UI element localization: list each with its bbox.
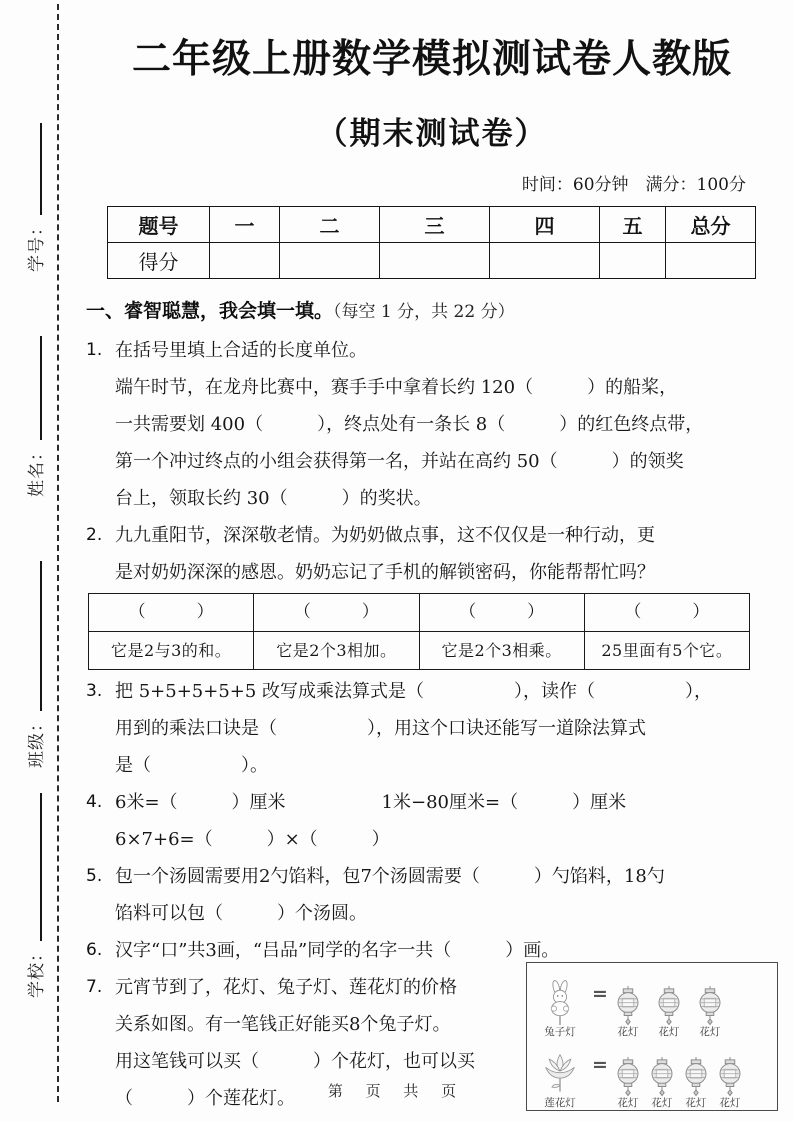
question-7-line: （ ）个莲花灯。 — [115, 1088, 295, 1109]
flower-lantern-icon — [614, 986, 642, 1026]
question-1-number: 1. — [86, 340, 103, 360]
question-1-line: 一共需要划 400（ ），终点处有一条长 8（ ）的红色终点带， — [115, 414, 704, 435]
question-4 — [86, 784, 778, 858]
score-header-cell: 四 — [490, 207, 600, 243]
question-4-part: 1米−80厘米=（ ）厘米 — [381, 792, 627, 813]
password-clue-table — [88, 593, 750, 670]
question-5-line: 包一个汤圆需要用2勺馅料，包7个汤圆需要（ ）勺馅料，18勺 — [115, 866, 665, 887]
score-empty-cell — [666, 243, 756, 279]
score-header-cell: 一 — [210, 207, 280, 243]
flower-lantern-item — [614, 986, 642, 1038]
school-blank-line — [27, 793, 42, 941]
question-7-line: 元宵节到了，花灯、兔子灯、莲花灯的价格 — [115, 977, 457, 998]
score-empty-cell — [600, 243, 666, 279]
lotus-lantern-label: 莲花灯 — [544, 1096, 576, 1109]
password-blank-row — [89, 594, 750, 632]
question-1-line: 台上，领取长约 30（ ）的奖状。 — [115, 488, 432, 509]
password-blank-cell: （ ） — [419, 594, 584, 632]
question-1-line: 端午时节，在龙舟比赛中，赛手手中拿着长约 120（ ）的船桨， — [115, 377, 678, 398]
score-table-score-row — [108, 243, 756, 279]
flower-lantern-item — [696, 986, 724, 1038]
question-7-line: 用这笔钱可以买（ ）个花灯，也可以买 — [115, 1051, 475, 1072]
question-4-line — [115, 784, 778, 821]
question-4-line: 6×7+6=（ ）×（ ） — [115, 829, 390, 850]
page-subtitle: （期末测试卷） — [316, 116, 548, 152]
flower-lantern-label: 花灯 — [658, 1025, 680, 1038]
question-2-line: 九九重阳节，深深敬老情。为奶奶做点事，这不仅仅是一种行动，更 — [115, 525, 655, 546]
score-header-cell: 三 — [380, 207, 490, 243]
password-blank-cell: （ ） — [584, 594, 749, 632]
school-label: 学校： — [27, 944, 47, 998]
flower-lantern-item — [655, 986, 683, 1038]
password-clue-cell: 25里面有5个它。 — [584, 632, 749, 670]
flower-lantern-label: 花灯 — [685, 1096, 707, 1109]
rabbit-lantern-row — [532, 966, 772, 1037]
question-5 — [86, 858, 778, 932]
rabbit-lantern-icon — [544, 979, 576, 1026]
paper-main-content — [86, 0, 778, 1117]
class-blank-line — [27, 561, 42, 711]
student-name-blank-line — [27, 336, 42, 440]
flower-lantern-label: 花灯 — [617, 1025, 639, 1038]
score-empty-cell — [380, 243, 490, 279]
student-id-blank-line — [27, 123, 42, 215]
question-6-number: 6. — [86, 940, 103, 960]
question-1 — [86, 332, 778, 517]
question-6-line: 汉字“口”共3画，“吕品”同学的名字一共（ ）画。 — [115, 940, 560, 961]
score-header-cell: 总分 — [666, 207, 756, 243]
rabbit-lantern-item — [532, 979, 588, 1038]
equals-sign: = — [592, 983, 608, 1005]
question-2-line: 是对奶奶深深的感恩。奶奶忘记了手机的解锁密码，你能帮帮忙吗？ — [115, 562, 655, 583]
question-5-number: 5. — [86, 866, 103, 886]
flower-lantern-icon — [696, 986, 724, 1026]
flower-lantern-label: 花灯 — [651, 1096, 673, 1109]
question-4-number: 4. — [86, 792, 103, 812]
question-3-line: 把 5+5+5+5+5 改写成乘法算式是（ ），读作（ ）， — [115, 681, 713, 702]
score-row-label: 得分 — [108, 243, 210, 279]
equals-sign: = — [592, 1054, 608, 1076]
flower-lantern-label: 花灯 — [617, 1096, 639, 1109]
class-label: 班级： — [27, 714, 47, 768]
question-3-line: 用到的乘法口诀是（ ），用这个口诀还能写一道除法算式 — [115, 718, 646, 739]
question-2 — [86, 517, 778, 670]
question-2-number: 2. — [86, 525, 103, 545]
page-footer: 第 页 共 页 — [327, 1082, 466, 1100]
score-empty-cell — [210, 243, 280, 279]
flower-lantern-label: 花灯 — [699, 1025, 721, 1038]
question-7-line: 关系如图。有一笔钱正好能买8个兔子灯。 — [115, 1014, 451, 1035]
rabbit-lantern-label: 兔子灯 — [544, 1025, 576, 1038]
question-3-number: 3. — [86, 681, 103, 701]
question-3 — [86, 673, 778, 784]
score-empty-cell — [280, 243, 380, 279]
password-blank-cell: （ ） — [89, 594, 254, 632]
password-clue-row — [89, 632, 750, 670]
score-empty-cell — [490, 243, 600, 279]
password-clue-cell: 它是2与3的和。 — [89, 632, 254, 670]
question-4-part: 6米=（ ）厘米 — [115, 792, 286, 813]
student-id-label: 学号： — [27, 218, 47, 272]
password-blank-cell: （ ） — [254, 594, 419, 632]
section-one-note: （每空 1 分，共 22 分） — [333, 302, 515, 322]
score-header-cell: 五 — [600, 207, 666, 243]
question-list — [86, 332, 778, 1117]
student-name-field — [22, 336, 47, 497]
score-header-cell: 二 — [280, 207, 380, 243]
flower-lantern-label: 花灯 — [719, 1096, 741, 1109]
question-5-line: 馅料可以包（ ）个汤圆。 — [115, 903, 367, 924]
question-7-number: 7. — [86, 977, 103, 997]
student-name-label: 姓名： — [27, 443, 47, 497]
flower-lantern-icon — [655, 986, 683, 1026]
page-title: 二年级上册数学模拟测试卷人教版 — [131, 37, 732, 82]
password-clue-cell: 它是2个3相乘。 — [419, 632, 584, 670]
school-field — [22, 793, 47, 998]
section-one-heading — [86, 296, 778, 323]
section-one-title: 一、睿智聪慧，我会填一填。 — [86, 300, 334, 322]
score-table-header-row — [108, 207, 756, 243]
question-3-line: 是（ ）。 — [115, 755, 268, 776]
exam-meta: 时间：60分钟 满分：100分 — [521, 175, 746, 195]
class-field — [22, 561, 47, 768]
dashed-margin-rule — [57, 4, 59, 1102]
score-header-cell: 题号 — [108, 207, 210, 243]
student-id-field — [22, 123, 47, 272]
score-table — [107, 206, 756, 279]
question-1-line: 第一个冲过终点的小组会获得第一名，并站在高约 50（ ）的领奖 — [115, 451, 684, 472]
question-1-intro: 在括号里填上合适的长度单位。 — [115, 340, 367, 361]
password-clue-cell: 它是2个3相加。 — [254, 632, 419, 670]
